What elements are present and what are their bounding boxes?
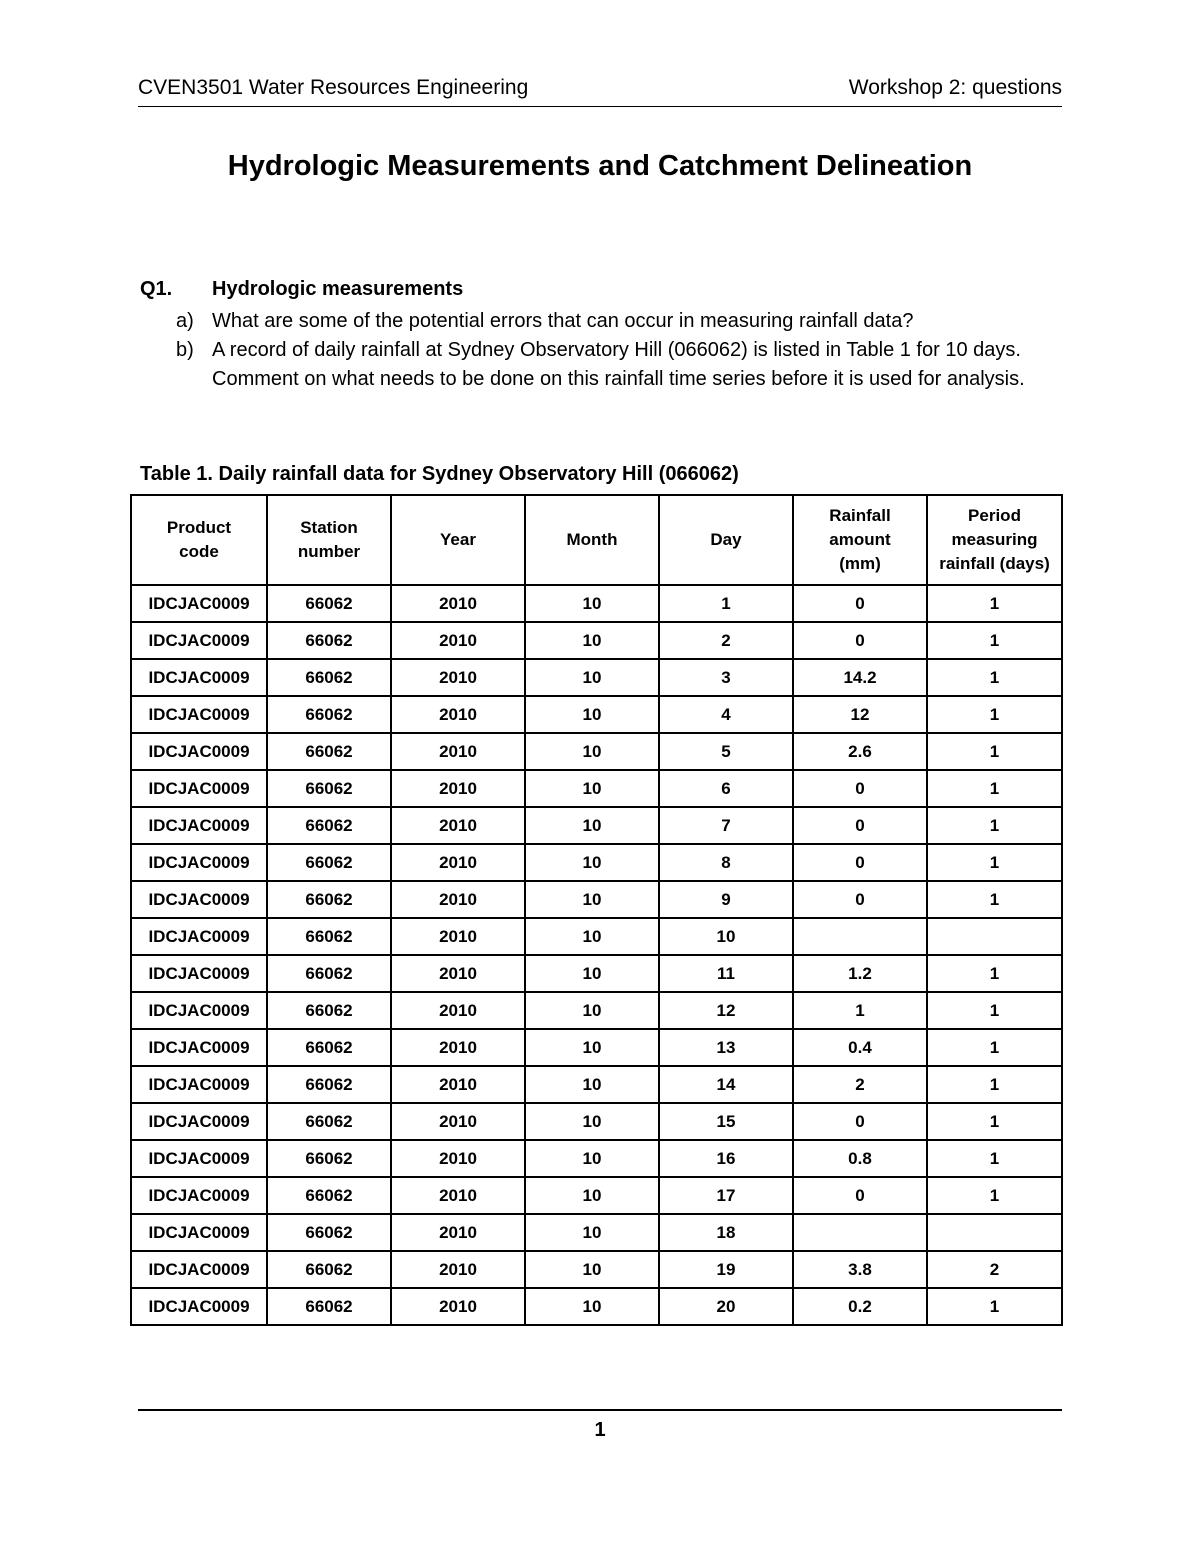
- table-cell-year: 2010: [391, 696, 525, 733]
- table-cell-rainfall-amount: 0.8: [793, 1140, 927, 1177]
- rainfall-table: [130, 494, 1063, 1326]
- page-header: [138, 76, 1062, 107]
- table-cell-day: 5: [659, 733, 793, 770]
- table-cell-station-number: 66062: [267, 622, 391, 659]
- table-cell-month: 10: [525, 1214, 659, 1251]
- header-line: Month: [566, 530, 618, 549]
- table-cell-period-measuring: 1: [927, 659, 1062, 696]
- table-cell-period-measuring: 1: [927, 1288, 1062, 1325]
- table-cell-year: 2010: [391, 918, 525, 955]
- table-cell-year: 2010: [391, 733, 525, 770]
- part-marker: b): [176, 339, 194, 361]
- table-cell-year: 2010: [391, 585, 525, 622]
- table-cell-rainfall-amount: 0: [793, 881, 927, 918]
- table-cell-day: 8: [659, 844, 793, 881]
- table-cell-day: 17: [659, 1177, 793, 1214]
- table-cell-day: 10: [659, 918, 793, 955]
- table-cell-month: 10: [525, 1251, 659, 1288]
- header-line: Year: [440, 530, 476, 549]
- table-cell-period-measuring: 1: [927, 1066, 1062, 1103]
- table-cell-station-number: 66062: [267, 881, 391, 918]
- table-cell-period-measuring: 1: [927, 622, 1062, 659]
- column-header-day: [659, 495, 793, 585]
- table-row: [131, 1288, 1062, 1325]
- table-cell-product-code: IDCJAC0009: [131, 659, 267, 696]
- header-line: Day: [710, 530, 742, 549]
- table-cell-period-measuring: 1: [927, 1177, 1062, 1214]
- table-cell-rainfall-amount: 1: [793, 992, 927, 1029]
- table-cell-day: 20: [659, 1288, 793, 1325]
- table-cell-period-measuring: 1: [927, 1140, 1062, 1177]
- table-cell-rainfall-amount: 2: [793, 1066, 927, 1103]
- table-cell-period-measuring: 1: [927, 770, 1062, 807]
- table-cell-day: 3: [659, 659, 793, 696]
- table-cell-day: 13: [659, 1029, 793, 1066]
- header-line: rainfall (days): [939, 554, 1050, 573]
- table-cell-year: 2010: [391, 1177, 525, 1214]
- column-header-rainfall-amount: [793, 495, 927, 585]
- header-line: measuring: [951, 530, 1038, 549]
- table-cell-station-number: 66062: [267, 1177, 391, 1214]
- column-header-station-number: [267, 495, 391, 585]
- table-cell-period-measuring: 1: [927, 807, 1062, 844]
- table-row: [131, 585, 1062, 622]
- table-cell-product-code: IDCJAC0009: [131, 1177, 267, 1214]
- table-cell-day: 19: [659, 1251, 793, 1288]
- table-cell-station-number: 66062: [267, 1288, 391, 1325]
- table-cell-month: 10: [525, 1140, 659, 1177]
- table-cell-station-number: 66062: [267, 1140, 391, 1177]
- table-cell-day: 9: [659, 881, 793, 918]
- table-cell-year: 2010: [391, 1288, 525, 1325]
- table-cell-rainfall-amount: 0.2: [793, 1288, 927, 1325]
- table-cell-rainfall-amount: [793, 1214, 927, 1251]
- table-cell-month: 10: [525, 770, 659, 807]
- table-row: [131, 1214, 1062, 1251]
- table-cell-station-number: 66062: [267, 659, 391, 696]
- table-cell-year: 2010: [391, 1251, 525, 1288]
- table-cell-rainfall-amount: 0: [793, 585, 927, 622]
- table-cell-year: 2010: [391, 1214, 525, 1251]
- header-line: Product: [166, 518, 232, 537]
- table-cell-year: 2010: [391, 1140, 525, 1177]
- question-title: Hydrologic measurements: [212, 278, 464, 300]
- document-title: Hydrologic Measurements and Catchment Delineation: [227, 150, 973, 182]
- table-row: [131, 807, 1062, 844]
- table-cell-month: 10: [525, 1066, 659, 1103]
- table-cell-rainfall-amount: 0: [793, 844, 927, 881]
- table-cell-year: 2010: [391, 1103, 525, 1140]
- header-line: Rainfall: [829, 506, 891, 525]
- table-caption: Table 1. Daily rainfall data for Sydney Observatory Hill (066062): [140, 463, 739, 485]
- table-cell-product-code: IDCJAC0009: [131, 918, 267, 955]
- table-cell-product-code: IDCJAC0009: [131, 881, 267, 918]
- table-row: [131, 733, 1062, 770]
- table-cell-day: 6: [659, 770, 793, 807]
- table-cell-station-number: 66062: [267, 585, 391, 622]
- header-line: number: [297, 542, 361, 561]
- table-cell-rainfall-amount: 3.8: [793, 1251, 927, 1288]
- table-cell-year: 2010: [391, 770, 525, 807]
- table-cell-month: 10: [525, 585, 659, 622]
- table-cell-period-measuring: 1: [927, 881, 1062, 918]
- header-line: amount: [829, 530, 891, 549]
- table-cell-month: 10: [525, 696, 659, 733]
- table-cell-period-measuring: 1: [927, 585, 1062, 622]
- table-cell-rainfall-amount: [793, 918, 927, 955]
- table-cell-product-code: IDCJAC0009: [131, 585, 267, 622]
- workshop-label: Workshop 2: questions: [848, 76, 1062, 99]
- table-cell-station-number: 66062: [267, 955, 391, 992]
- table-cell-rainfall-amount: 0: [793, 622, 927, 659]
- table-cell-station-number: 66062: [267, 807, 391, 844]
- table-cell-month: 10: [525, 622, 659, 659]
- table-row: [131, 1066, 1062, 1103]
- table-cell-station-number: 66062: [267, 1214, 391, 1251]
- table-cell-product-code: IDCJAC0009: [131, 1214, 267, 1251]
- header-line: Period: [968, 506, 1021, 525]
- table-cell-product-code: IDCJAC0009: [131, 992, 267, 1029]
- column-header-month: [525, 495, 659, 585]
- table-cell-day: 12: [659, 992, 793, 1029]
- table-cell-station-number: 66062: [267, 770, 391, 807]
- table-cell-product-code: IDCJAC0009: [131, 844, 267, 881]
- table-row: [131, 1103, 1062, 1140]
- table-row: [131, 659, 1062, 696]
- table-cell-year: 2010: [391, 1066, 525, 1103]
- table-cell-day: 4: [659, 696, 793, 733]
- table-cell-product-code: IDCJAC0009: [131, 1103, 267, 1140]
- table-cell-station-number: 66062: [267, 1103, 391, 1140]
- table-cell-month: 10: [525, 881, 659, 918]
- table-row: [131, 992, 1062, 1029]
- table-cell-product-code: IDCJAC0009: [131, 733, 267, 770]
- table-cell-year: 2010: [391, 881, 525, 918]
- table-cell-product-code: IDCJAC0009: [131, 696, 267, 733]
- header-line: code: [179, 542, 219, 561]
- table-cell-product-code: IDCJAC0009: [131, 807, 267, 844]
- table-cell-station-number: 66062: [267, 918, 391, 955]
- column-header-product-code: [131, 495, 267, 585]
- table-cell-day: 14: [659, 1066, 793, 1103]
- table-cell-period-measuring: 1: [927, 1103, 1062, 1140]
- table-row: [131, 622, 1062, 659]
- table-body: [131, 585, 1062, 1325]
- table-cell-month: 10: [525, 1288, 659, 1325]
- table-row: [131, 770, 1062, 807]
- table-cell-product-code: IDCJAC0009: [131, 955, 267, 992]
- table-cell-year: 2010: [391, 622, 525, 659]
- table-header-row: [131, 495, 1062, 585]
- table-cell-rainfall-amount: 0: [793, 1177, 927, 1214]
- table-cell-station-number: 66062: [267, 844, 391, 881]
- table-cell-station-number: 66062: [267, 1066, 391, 1103]
- table-cell-product-code: IDCJAC0009: [131, 1140, 267, 1177]
- table-cell-year: 2010: [391, 844, 525, 881]
- table-cell-month: 10: [525, 733, 659, 770]
- table-cell-year: 2010: [391, 955, 525, 992]
- table-cell-product-code: IDCJAC0009: [131, 770, 267, 807]
- table-cell-station-number: 66062: [267, 696, 391, 733]
- table-row: [131, 1177, 1062, 1214]
- table-cell-rainfall-amount: 1.2: [793, 955, 927, 992]
- table-row: [131, 1251, 1062, 1288]
- table-cell-period-measuring: 1: [927, 844, 1062, 881]
- table-cell-rainfall-amount: 0: [793, 1103, 927, 1140]
- table-cell-year: 2010: [391, 807, 525, 844]
- table-cell-rainfall-amount: 12: [793, 696, 927, 733]
- table-cell-rainfall-amount: 2.6: [793, 733, 927, 770]
- table-cell-rainfall-amount: 0.4: [793, 1029, 927, 1066]
- table-row: [131, 881, 1062, 918]
- table-cell-month: 10: [525, 1177, 659, 1214]
- header-line: Station: [300, 518, 358, 537]
- table-cell-month: 10: [525, 807, 659, 844]
- course-title: CVEN3501 Water Resources Engineering: [138, 76, 529, 99]
- table-cell-month: 10: [525, 918, 659, 955]
- table-cell-day: 2: [659, 622, 793, 659]
- table-cell-day: 18: [659, 1214, 793, 1251]
- table-row: [131, 1140, 1062, 1177]
- page-number: 1: [594, 1419, 606, 1441]
- header-line: (mm): [839, 554, 881, 573]
- table-cell-day: 15: [659, 1103, 793, 1140]
- table-cell-day: 16: [659, 1140, 793, 1177]
- table-cell-month: 10: [525, 1029, 659, 1066]
- part-marker: a): [176, 310, 194, 332]
- footer-divider: [138, 1409, 1062, 1411]
- table-cell-product-code: IDCJAC0009: [131, 1066, 267, 1103]
- table-cell-period-measuring: 1: [927, 733, 1062, 770]
- table-cell-period-measuring: 1: [927, 955, 1062, 992]
- table-row: [131, 696, 1062, 733]
- table-row: [131, 955, 1062, 992]
- table-cell-product-code: IDCJAC0009: [131, 1288, 267, 1325]
- table-cell-period-measuring: [927, 1214, 1062, 1251]
- table-cell-month: 10: [525, 1103, 659, 1140]
- table-cell-station-number: 66062: [267, 1029, 391, 1066]
- table-cell-product-code: IDCJAC0009: [131, 622, 267, 659]
- table-cell-station-number: 66062: [267, 1251, 391, 1288]
- table-cell-period-measuring: 1: [927, 1029, 1062, 1066]
- table-cell-month: 10: [525, 844, 659, 881]
- table-cell-day: 1: [659, 585, 793, 622]
- table-cell-day: 7: [659, 807, 793, 844]
- part-text: What are some of the potential errors that can occur in measuring rainfall data?: [212, 310, 914, 332]
- table-cell-month: 10: [525, 992, 659, 1029]
- table-cell-year: 2010: [391, 992, 525, 1029]
- table-cell-station-number: 66062: [267, 992, 391, 1029]
- table-cell-period-measuring: 1: [927, 696, 1062, 733]
- table-cell-station-number: 66062: [267, 733, 391, 770]
- table-cell-period-measuring: 1: [927, 992, 1062, 1029]
- table-cell-year: 2010: [391, 1029, 525, 1066]
- column-header-year: [391, 495, 525, 585]
- table-cell-year: 2010: [391, 659, 525, 696]
- table-cell-product-code: IDCJAC0009: [131, 1029, 267, 1066]
- column-header-period-measuring: [927, 495, 1062, 585]
- table-cell-rainfall-amount: 0: [793, 770, 927, 807]
- table-cell-day: 11: [659, 955, 793, 992]
- table-row: [131, 844, 1062, 881]
- table-cell-rainfall-amount: 0: [793, 807, 927, 844]
- table-cell-month: 10: [525, 955, 659, 992]
- table-cell-month: 10: [525, 659, 659, 696]
- table-cell-product-code: IDCJAC0009: [131, 1251, 267, 1288]
- part-text: A record of daily rainfall at Sydney Observatory Hill (066062) is listed in Table 1 for 10 days. Comment on what needs to be done on this rainfall time series before it is used for analysis.: [212, 339, 1025, 390]
- table-row: [131, 918, 1062, 955]
- table-cell-rainfall-amount: 14.2: [793, 659, 927, 696]
- table-row: [131, 1029, 1062, 1066]
- question-number: Q1.: [140, 278, 173, 300]
- table-cell-period-measuring: 2: [927, 1251, 1062, 1288]
- table-cell-period-measuring: [927, 918, 1062, 955]
